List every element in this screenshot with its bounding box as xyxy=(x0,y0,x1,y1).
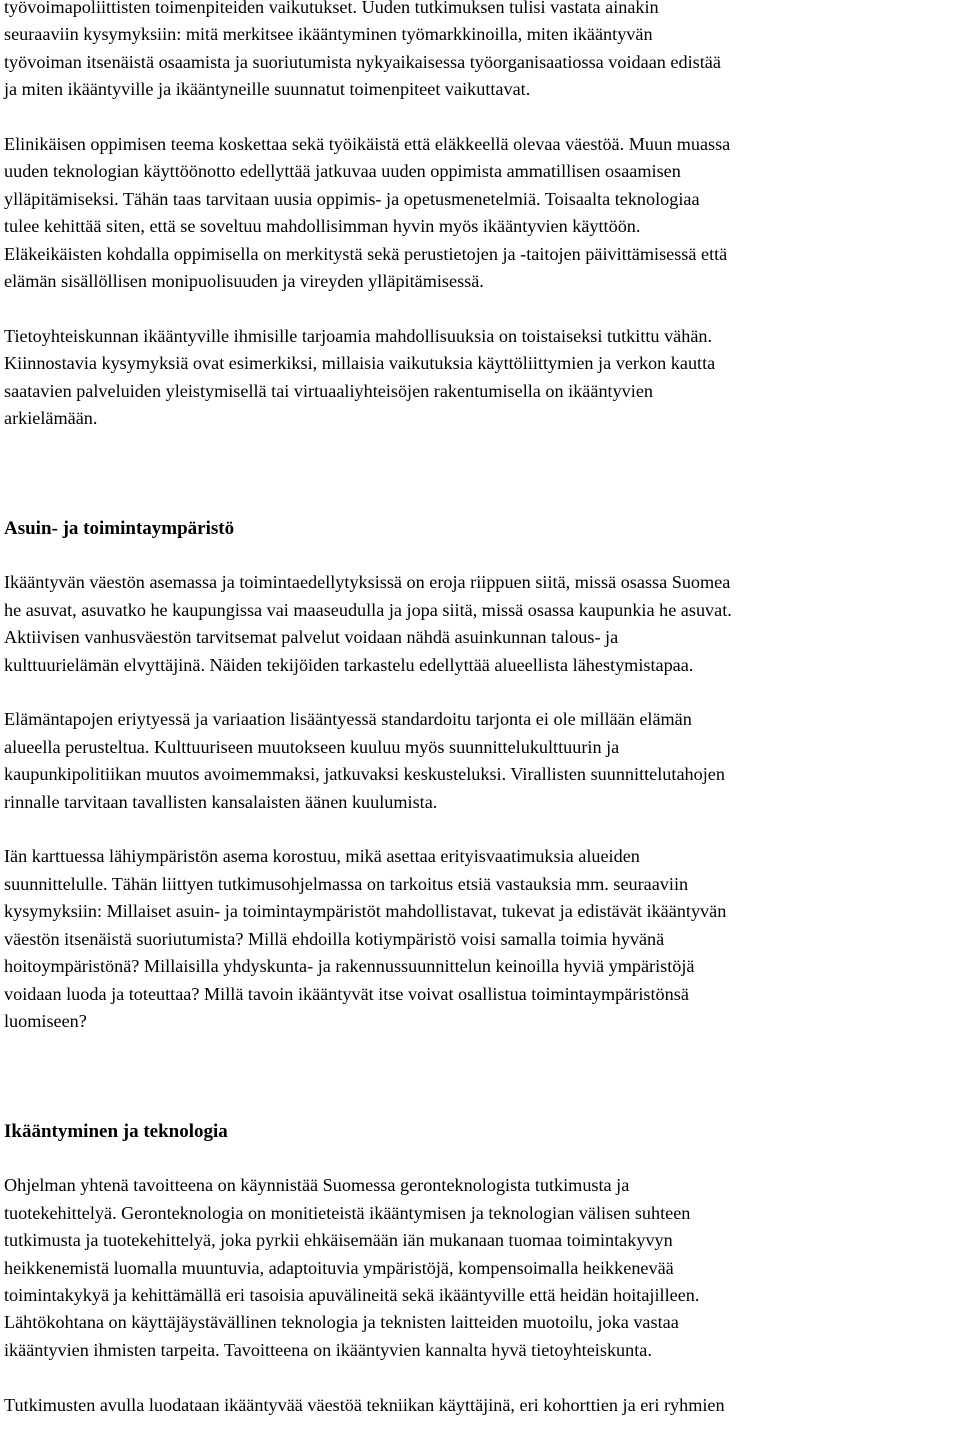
text-line: rinnalle tarvitaan tavallisten kansalaisten äänen kuulumista. xyxy=(4,791,438,812)
text-line: uuden teknologian käyttöönotto edellyttää jatkuvaa uuden oppimista ammatillisen osaamisen xyxy=(4,161,681,182)
text-line: suunnittelulle. Tähän liittyen tutkimusohjelmassa on tarkoitus etsiä vastauksia mm. seuraaviin xyxy=(4,873,689,894)
paragraph-labour-policy xyxy=(4,0,956,104)
text-line: työvoimapoliittisten toimenpiteiden vaikutukset. Uuden tutkimuksen tulisi vastata ainakin xyxy=(4,0,659,17)
text-line: ikääntyvien ihmisten tarpeita. Tavoitteena on ikääntyvien kannalta hyvä tietoyhteiskunta. xyxy=(4,1339,652,1360)
text-line: seuraaviin kysymyksiin: mitä merkitsee ikääntyminen työmarkkinoilla, miten ikääntyvän xyxy=(4,24,653,45)
text-line: tutkimusta ja tuotekehittelyä, joka pyrkii ehkäisemään iän mukanaan tuomaa toimintakyvyn xyxy=(4,1230,673,1251)
document-page xyxy=(4,0,956,1446)
text-line: ja miten ikääntyville ja ikääntyneille suunnatut toimenpiteet vaikuttavat. xyxy=(4,79,531,100)
text-line: Elinikäisen oppimisen teema koskettaa sekä työikäistä että eläkkeellä olevaa väestöä. Muun muassa xyxy=(4,134,731,155)
text-line: alueella perusteltua. Kulttuuriseen muutokseen kuuluu myös suunnittelukulttuurin ja xyxy=(4,736,620,757)
text-line: Tietoyhteiskunnan ikääntyville ihmisille tarjoamia mahdollisuuksia on toistaiseksi tutkittu vähän. xyxy=(4,325,713,346)
text-line: heikkenemistä luomalla muuntuvia, adaptoituvia ympäristöjä, kompensoimalla heikkenevää xyxy=(4,1257,674,1278)
text-line: ylläpitämiseksi. Tähän taas tarvitaan uusia oppimis- ja opetusmenetelmiä. Toisaalta teknologiaa xyxy=(4,188,700,209)
text-line: tulee kehittää siten, että se soveltuu mahdollisimman hyvin myös ikääntyvien käyttöön. xyxy=(4,216,641,237)
paragraph-regional-differences xyxy=(4,569,956,679)
paragraph-planning-culture xyxy=(4,706,956,816)
text-line: elämän sisällöllisen monipuolisuuden ja vireyden ylläpitämisessä. xyxy=(4,271,484,292)
text-line: arkielämään. xyxy=(4,408,98,429)
text-line: Kiinnostavia kysymyksiä ovat esimerkiksi, millaisia vaikutuksia käyttöliittymien ja verkon kautta xyxy=(4,353,716,374)
text-line: Elämäntapojen eriytyessä ja variaation lisääntyessä standardoitu tarjonta ei ole millään elämän xyxy=(4,709,692,730)
text-line: kaupunkipolitiikan muutos avoimemmaksi, jatkuvaksi keskusteluksi. Virallisten suunnittelutahojen xyxy=(4,764,725,785)
text-line: toimintakykyä ja kehittämällä eri tasoisia apuvälineitä sekä ikääntyville että heidän hoitajilleen. xyxy=(4,1284,700,1305)
text-line: työvoiman itsenäistä osaamista ja suoriutumista nykyaikaisessa työorganisaatiossa voidaan edistää xyxy=(4,51,721,72)
paragraph-gerontechnology xyxy=(4,1172,956,1364)
section-heading-ageing-technology: Ikääntyminen ja teknologia xyxy=(4,1120,228,1142)
text-line: Ikääntyvän väestön asemassa ja toimintaedellytyksissä on eroja riippuen siitä, missä osassa Suomea xyxy=(4,572,731,593)
text-line: Eläkeikäisten kohdalla oppimisella on merkitystä sekä perustietojen ja -taitojen päivittämisessä että xyxy=(4,243,728,264)
text-line: he asuvat, asuvatko he kaupungissa vai maaseudulla ja jopa siitä, missä osassa kaupunkia he asuvat. xyxy=(4,599,732,620)
text-line: Tutkimusten avulla luodataan ikääntyvää väestöä tekniikan käyttäjinä, eri kohorttien ja eri ryhmien xyxy=(4,1394,725,1415)
text-line: Ohjelman yhtenä tavoitteena on käynnistää Suomessa geronteknologista tutkimusta ja xyxy=(4,1175,630,1196)
paragraph-research-questions xyxy=(4,843,956,1035)
paragraph-information-society xyxy=(4,323,956,433)
text-line: saatavien palveluiden yleistymisellä tai virtuaaliyhteisöjen rakentumisella on ikääntyvien xyxy=(4,380,653,401)
text-line: Aktiivisen vanhusväestön tarvitsemat palvelut voidaan nähdä asuinkunnan talous- ja xyxy=(4,627,619,648)
text-line: väestön itsenäistä suoriutumista? Millä ehdoilla kotiympäristö voisi samalla toimia hyvänä xyxy=(4,928,665,949)
text-line: Lähtökohtana on käyttäjäystävällinen teknologia ja teknisten laitteiden muotoilu, joka vastaa xyxy=(4,1312,679,1333)
text-line: tuotekehittelyä. Geronteknologia on monitieteistä ikääntymisen ja teknologian välisen suhteen xyxy=(4,1202,691,1223)
text-line: Iän karttuessa lähiympäristön asema korostuu, mikä asettaa erityisvaatimuksia alueiden xyxy=(4,846,640,867)
section-gap xyxy=(4,460,956,515)
text-line: kulttuurielämän elvyttäjinä. Näiden tekijöiden tarkastelu edellyttää alueellista lähestymistapaa. xyxy=(4,654,694,675)
section-heading-living-environment: Asuin- ja toimintaympäristö xyxy=(4,517,235,539)
text-line: hoitoympäristönä? Millaisilla yhdyskunta- ja rakennussuunnittelun keinoilla hyviä ympäristöjä xyxy=(4,956,695,977)
paragraph-lifelong-learning xyxy=(4,131,956,295)
paragraph-technology-users xyxy=(4,1392,956,1419)
text-line: kysymyksiin: Millaiset asuin- ja toimintaympäristöt mahdollistavat, tukevat ja edistävät ikääntyvän xyxy=(4,901,727,922)
text-line: luomiseen? xyxy=(4,1010,87,1031)
section-gap xyxy=(4,1063,956,1118)
text-line: voidaan luoda ja toteuttaa? Millä tavoin ikääntyvät itse voivat osallistua toimintaympäristönsä xyxy=(4,983,689,1004)
